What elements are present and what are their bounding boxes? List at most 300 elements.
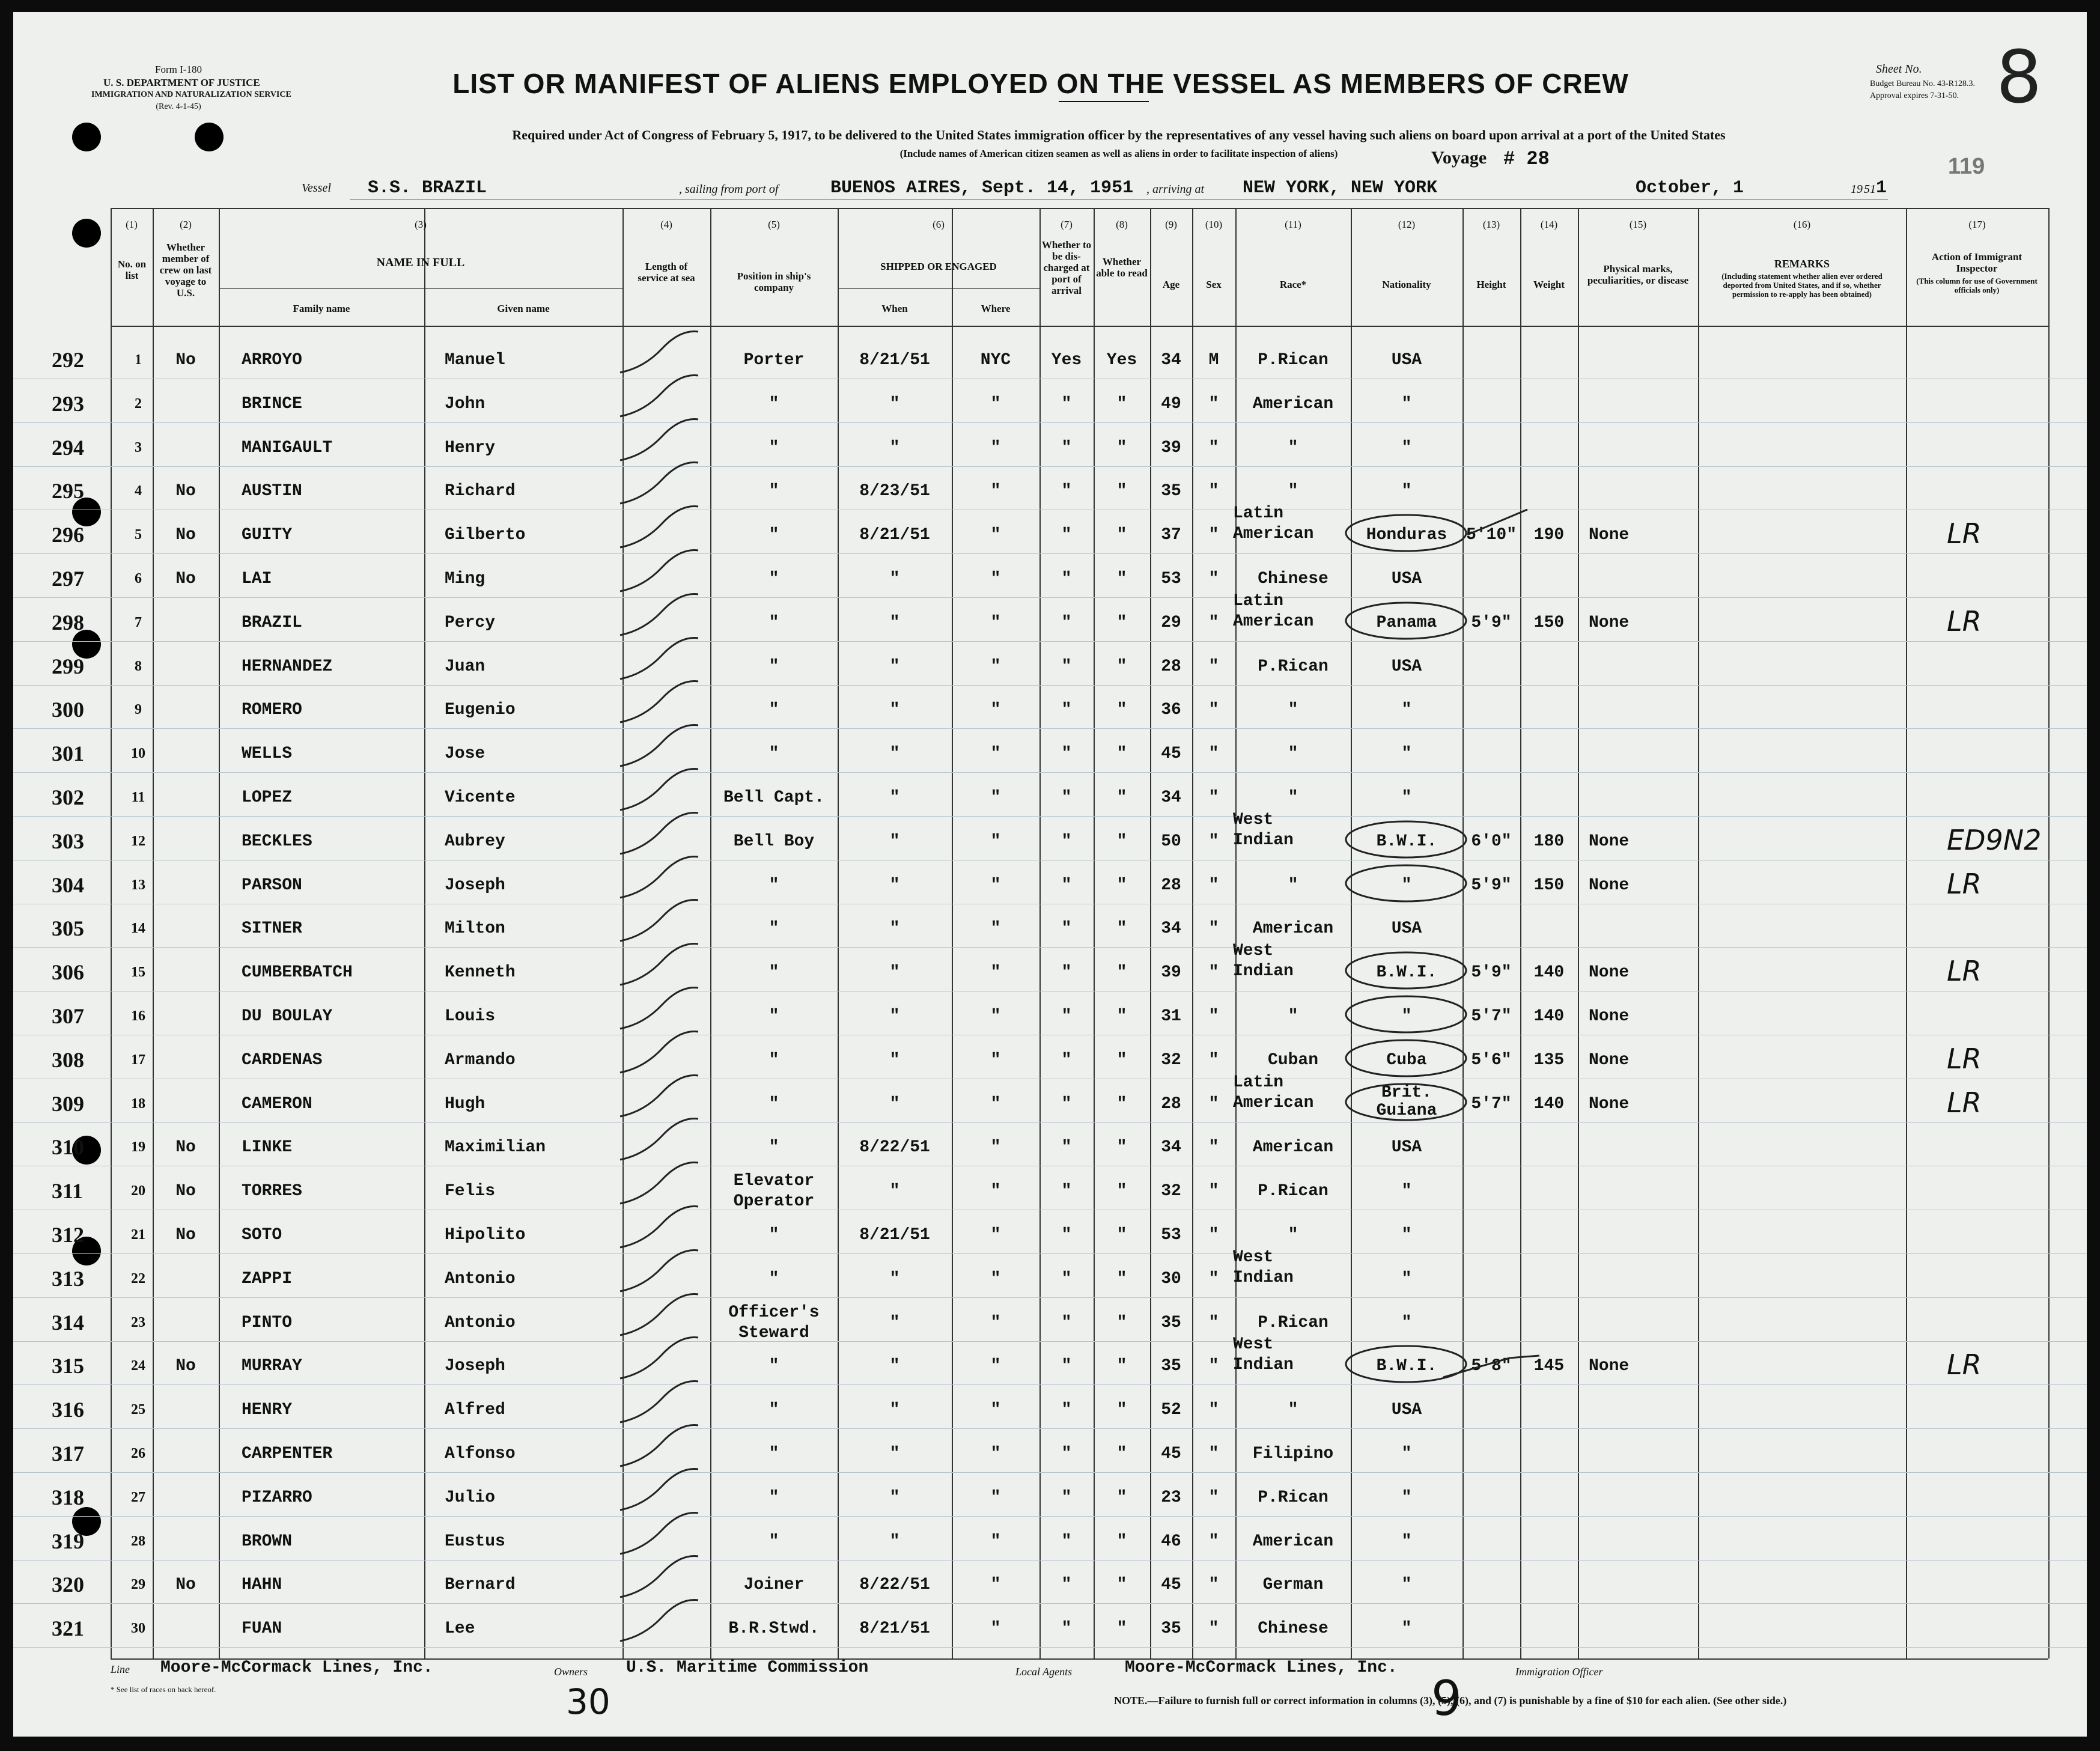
sex: "	[1208, 1357, 1219, 1375]
nationality: Panama	[1376, 614, 1437, 632]
shipped-when: "	[889, 1270, 900, 1288]
shipped-when: "	[889, 745, 900, 763]
race: P.Rican	[1258, 1182, 1328, 1201]
nationality: "	[1401, 1445, 1412, 1463]
inspector-action: LR	[1947, 1086, 1982, 1119]
shipped-when: "	[889, 876, 900, 895]
line-number: 29	[131, 1577, 145, 1592]
pen-stroke	[1467, 510, 1527, 535]
given-name: Jose	[445, 745, 485, 763]
physical-marks: None	[1589, 832, 1630, 851]
discharged: "	[1061, 1488, 1072, 1507]
position: Joiner	[743, 1576, 805, 1594]
race: Latin	[1233, 1073, 1284, 1092]
list-number: 309	[52, 1092, 84, 1116]
able-to-read: "	[1116, 1619, 1127, 1638]
inspector-action: LR	[1947, 1348, 1982, 1381]
list-number: 317	[52, 1442, 84, 1466]
physical-marks: None	[1589, 963, 1630, 982]
shipped-where: "	[990, 1488, 1001, 1507]
shipped-when: "	[889, 395, 900, 413]
able-to-read: "	[1116, 919, 1127, 938]
line-number: 3	[135, 440, 142, 455]
position: "	[768, 439, 779, 457]
shipped-when: 8/22/51	[859, 1138, 930, 1157]
able-to-read: "	[1116, 1532, 1127, 1551]
line-number: 18	[131, 1096, 145, 1112]
able-to-read: "	[1116, 1401, 1127, 1419]
inspector-action: ED9N2	[1947, 824, 2042, 856]
sex: "	[1208, 832, 1219, 851]
race: West	[1233, 942, 1274, 960]
race: Filipino	[1252, 1445, 1334, 1463]
family-name: ARROYO	[242, 351, 302, 370]
position: "	[768, 1007, 779, 1026]
page-title: LIST OR MANIFEST OF ALIENS EMPLOYED ON THE VESSEL AS MEMBERS OF CREW	[452, 68, 1629, 99]
physical-marks: None	[1589, 526, 1630, 544]
nationality: "	[1401, 876, 1412, 895]
sex: M	[1208, 351, 1219, 370]
given-name: Richard	[445, 482, 516, 501]
position: "	[768, 1488, 779, 1507]
vessel-name: S.S. BRAZIL	[368, 178, 487, 198]
given-name: Gilberto	[445, 526, 526, 544]
age: 39	[1161, 963, 1181, 982]
position: Elevator Operator	[733, 1172, 815, 1211]
sex: "	[1208, 1051, 1219, 1070]
shipped-when: "	[889, 1488, 900, 1507]
position: "	[768, 1095, 779, 1113]
race: West	[1233, 1335, 1274, 1354]
able-to-read: "	[1116, 439, 1127, 457]
col4-number: (4)	[660, 219, 672, 230]
family-name: ZAPPI	[242, 1270, 293, 1288]
col3-family-header: Family name	[293, 303, 350, 314]
list-number: 292	[52, 348, 84, 372]
list-number: 320	[52, 1573, 84, 1597]
line-number: 30	[131, 1621, 145, 1636]
age: 35	[1161, 1314, 1181, 1332]
family-name: CUMBERBATCH	[242, 963, 353, 982]
sheet-label: Sheet No.	[1876, 62, 1922, 76]
immigration-officer-label: Immigration Officer	[1515, 1666, 1603, 1678]
nationality: USA	[1391, 1138, 1422, 1157]
race: American	[1252, 1138, 1334, 1157]
shipped-where: "	[990, 1357, 1001, 1375]
physical-marks: None	[1589, 876, 1630, 895]
line-label: Line	[111, 1663, 130, 1675]
height: 5'9"	[1471, 614, 1512, 632]
given-name: John	[445, 395, 485, 413]
height: 5'8"	[1471, 1357, 1512, 1375]
race: West	[1233, 811, 1274, 829]
sex: "	[1208, 919, 1219, 938]
sex: "	[1208, 1445, 1219, 1463]
height: 5'6"	[1471, 1051, 1512, 1070]
physical-marks: None	[1589, 1095, 1630, 1113]
list-number: 302	[52, 785, 84, 809]
line-number: 25	[131, 1402, 145, 1418]
discharged: "	[1061, 395, 1072, 413]
shipped-when: "	[889, 788, 900, 807]
nationality: USA	[1391, 919, 1422, 938]
age: 28	[1161, 657, 1181, 676]
given-name: Antonio	[445, 1270, 516, 1288]
shipped-where: "	[990, 1619, 1001, 1638]
sex: "	[1208, 614, 1219, 632]
age: 23	[1161, 1488, 1181, 1507]
race: "	[1288, 745, 1298, 763]
shipped-when: "	[889, 614, 900, 632]
nationality: B.W.I.	[1376, 1357, 1437, 1375]
prev-voyage: No	[175, 1226, 196, 1244]
nationality: "	[1401, 1270, 1412, 1288]
shipped-where: "	[990, 919, 1001, 938]
prev-voyage: No	[175, 1138, 196, 1157]
line-number: 8	[135, 659, 142, 674]
handwritten-nine: 9	[1431, 1670, 1462, 1726]
given-name: Ming	[445, 570, 485, 588]
list-number: 295	[52, 479, 84, 503]
age: 30	[1161, 1270, 1181, 1288]
discharged: "	[1061, 526, 1072, 544]
race: German	[1262, 1576, 1324, 1594]
prev-voyage: No	[175, 1576, 196, 1594]
line-number: 9	[135, 702, 142, 717]
position: "	[768, 1401, 779, 1419]
age: 39	[1161, 439, 1181, 457]
height: 5'7"	[1471, 1007, 1512, 1026]
position: "	[768, 570, 779, 588]
race: "	[1288, 701, 1298, 719]
arriving-port: NEW YORK, NEW YORK	[1243, 178, 1438, 198]
inspector-action: LR	[1947, 517, 1982, 550]
height: 5'10"	[1465, 526, 1517, 544]
line-number: 6	[135, 571, 142, 586]
position: "	[768, 1357, 779, 1375]
position: "	[768, 963, 779, 982]
list-number: 313	[52, 1267, 84, 1291]
given-name: Milton	[445, 919, 505, 938]
given-name: Juan	[445, 657, 485, 676]
shipped-where: "	[990, 876, 1001, 895]
col6-header: SHIPPED OR ENGAGED	[880, 261, 997, 272]
agents-label: Local Agents	[1015, 1666, 1073, 1678]
position: Bell Boy	[733, 832, 815, 851]
shipped-where: "	[990, 657, 1001, 676]
race: "	[1288, 1007, 1298, 1026]
discharged: "	[1061, 919, 1072, 938]
discharged: "	[1061, 963, 1072, 982]
position: "	[768, 1226, 779, 1244]
family-name: MANIGAULT	[242, 439, 333, 457]
able-to-read: "	[1116, 1445, 1127, 1463]
nationality: "	[1401, 701, 1412, 719]
able-to-read: "	[1116, 788, 1127, 807]
discharged: "	[1061, 1007, 1072, 1026]
position: Bell Capt.	[723, 788, 825, 807]
col17-header: Action of Immigrant Inspector	[1931, 251, 2022, 274]
col7-header: Whether to be dis-charged at port of arrival	[1041, 239, 1092, 296]
line-number: 4	[135, 483, 142, 499]
discharged: "	[1061, 1357, 1072, 1375]
family-name: HERNANDEZ	[242, 657, 333, 676]
shipped-when: "	[889, 1051, 900, 1070]
race: "	[1288, 788, 1298, 807]
list-number: 294	[52, 436, 84, 460]
col13-number: (13)	[1482, 219, 1500, 230]
discharged: "	[1061, 788, 1072, 807]
list-number: 307	[52, 1004, 84, 1028]
age: 53	[1161, 1226, 1181, 1244]
list-number: 297	[52, 567, 84, 591]
family-name: BRINCE	[242, 395, 302, 413]
list-number: 296	[52, 523, 84, 547]
race-line2: Indian	[1233, 1268, 1294, 1287]
race: Cuban	[1267, 1051, 1318, 1070]
race: American	[1252, 1532, 1334, 1551]
family-name: CARDENAS	[242, 1051, 323, 1070]
family-name: PINTO	[242, 1314, 293, 1332]
nationality: "	[1401, 745, 1412, 763]
col10-header: Sex	[1206, 279, 1222, 290]
nationality: Cuba	[1386, 1051, 1427, 1070]
shipped-when: 8/23/51	[859, 482, 930, 501]
col3-number: (3)	[415, 219, 427, 230]
col6-number: (6)	[933, 219, 945, 230]
approval-expiry: Approval expires 7-31-50.	[1870, 91, 1959, 100]
col5-header: Position in ship's company	[737, 270, 811, 293]
height: 6'0"	[1471, 832, 1512, 851]
sex: "	[1208, 526, 1219, 544]
family-name: CARPENTER	[242, 1445, 333, 1463]
given-name: Louis	[445, 1007, 496, 1026]
shipped-when: "	[889, 1532, 900, 1551]
discharged: "	[1061, 1619, 1072, 1638]
prev-voyage: No	[175, 482, 196, 501]
shipped-when: "	[889, 1007, 900, 1026]
race: P.Rican	[1258, 1488, 1328, 1507]
shipped-when: 8/22/51	[859, 1576, 930, 1594]
age: 32	[1161, 1182, 1181, 1201]
shipped-when: "	[889, 919, 900, 938]
line-number: 27	[131, 1490, 145, 1505]
position: "	[768, 1051, 779, 1070]
sailing-port: BUENOS AIRES, Sept. 14, 1951	[830, 178, 1134, 198]
weight: 140	[1533, 1007, 1565, 1026]
weight: 135	[1533, 1051, 1565, 1070]
race: "	[1288, 1401, 1298, 1419]
shipped-when: "	[889, 439, 900, 457]
given-name: Manuel	[445, 351, 505, 370]
age: 45	[1161, 745, 1181, 763]
family-name: LINKE	[242, 1138, 293, 1157]
col11-number: (11)	[1285, 219, 1301, 230]
sex: "	[1208, 1138, 1219, 1157]
nationality: USA	[1391, 1401, 1422, 1419]
vessel-label: Vessel	[302, 181, 331, 195]
race: Chinese	[1258, 570, 1328, 588]
line-number: 14	[131, 921, 145, 936]
discharged: "	[1061, 876, 1072, 895]
race: American	[1252, 395, 1334, 413]
col10-number: (10)	[1205, 219, 1223, 230]
discharged: "	[1061, 439, 1072, 457]
shipped-where: "	[990, 1314, 1001, 1332]
able-to-read: "	[1116, 1270, 1127, 1288]
line-number: 23	[131, 1315, 145, 1330]
discharged: "	[1061, 482, 1072, 501]
shipped-when: "	[889, 963, 900, 982]
able-to-read: "	[1116, 1226, 1127, 1244]
sex: "	[1208, 1619, 1219, 1638]
discharged: "	[1061, 745, 1072, 763]
family-name: LOPEZ	[242, 788, 293, 807]
list-number: 318	[52, 1485, 84, 1509]
position: "	[768, 701, 779, 719]
age: 45	[1161, 1576, 1181, 1594]
position: "	[768, 395, 779, 413]
shipped-where: "	[990, 395, 1001, 413]
col14-number: (14)	[1540, 219, 1558, 230]
age: 53	[1161, 570, 1181, 588]
list-number: 303	[52, 829, 84, 853]
nationality: USA	[1391, 570, 1422, 588]
age: 34	[1161, 919, 1181, 938]
races-note: * See list of races on back hereof.	[111, 1685, 216, 1694]
inspector-action: LR	[1947, 955, 1982, 987]
position: "	[768, 1532, 779, 1551]
age: 50	[1161, 832, 1181, 851]
able-to-read: "	[1116, 832, 1127, 851]
able-to-read: "	[1116, 1488, 1127, 1507]
age: 28	[1161, 876, 1181, 895]
sex: "	[1208, 788, 1219, 807]
sex: "	[1208, 1314, 1219, 1332]
arrival-date: October, 1	[1636, 178, 1744, 198]
col1-number: (1)	[126, 219, 138, 230]
shipped-when: "	[889, 1445, 900, 1463]
given-name: Vicente	[445, 788, 516, 807]
able-to-read: "	[1116, 526, 1127, 544]
shipped-where: "	[990, 570, 1001, 588]
position: Porter	[743, 351, 805, 370]
family-name: PIZARRO	[242, 1488, 312, 1507]
discharged: "	[1061, 1226, 1072, 1244]
nationality: USA	[1391, 351, 1422, 370]
line-number: 12	[131, 833, 145, 849]
line-number: 16	[131, 1008, 145, 1024]
discharged: "	[1061, 701, 1072, 719]
position: "	[768, 919, 779, 938]
shipped-when: 8/21/51	[859, 1619, 930, 1638]
shipped-where: "	[990, 1445, 1001, 1463]
pen-marks-layer	[13, 12, 2087, 1737]
list-number: 298	[52, 611, 84, 635]
age: 35	[1161, 1619, 1181, 1638]
family-name: FUAN	[242, 1619, 282, 1638]
col12-header: Nationality	[1382, 279, 1431, 290]
col3-header: NAME IN FULL	[376, 256, 465, 269]
line-number: 1	[135, 352, 142, 368]
family-name: BECKLES	[242, 832, 312, 851]
col16-note: (Including statement whether alien ever ordered deported from United States, and if so, whether permission to re-apply has been obtained)	[1721, 272, 1882, 299]
sex: "	[1208, 963, 1219, 982]
able-to-read: "	[1116, 570, 1127, 588]
race: West	[1233, 1248, 1274, 1267]
sex: "	[1208, 1182, 1219, 1201]
race-line2: American	[1233, 612, 1314, 631]
able-to-read: "	[1116, 876, 1127, 895]
position: "	[768, 482, 779, 501]
col8-header: Whether able to read	[1096, 256, 1148, 279]
age: 36	[1161, 701, 1181, 719]
col2-number: (2)	[180, 219, 192, 230]
line-number: 10	[131, 746, 145, 761]
race: "	[1288, 876, 1298, 895]
family-name: AUSTIN	[242, 482, 302, 501]
given-name: Lee	[445, 1619, 475, 1638]
shipped-when: "	[889, 570, 900, 588]
col8-number: (8)	[1116, 219, 1128, 230]
line-number: 22	[131, 1271, 145, 1287]
shipped-where: "	[990, 701, 1001, 719]
list-number: 304	[52, 873, 84, 897]
list-number: 312	[52, 1223, 84, 1247]
col12-number: (12)	[1398, 219, 1416, 230]
given-name: Alfonso	[445, 1445, 516, 1463]
given-name: Maximilian	[445, 1138, 546, 1157]
able-to-read: "	[1116, 614, 1127, 632]
prev-voyage: No	[175, 570, 196, 588]
position: B.R.Stwd.	[728, 1619, 820, 1638]
line-number: 7	[135, 615, 142, 630]
shipped-where: "	[990, 963, 1001, 982]
list-number: 299	[52, 654, 84, 678]
family-name: MURRAY	[242, 1357, 302, 1375]
service: IMMIGRATION AND NATURALIZATION SERVICE	[91, 90, 291, 99]
shipped-where: "	[990, 1095, 1001, 1113]
family-name: PARSON	[242, 876, 302, 895]
shipped-when: "	[889, 657, 900, 676]
given-name: Eustus	[445, 1532, 505, 1551]
discharged: Yes	[1051, 351, 1082, 370]
shipped-where: "	[990, 832, 1001, 851]
col11-header: Race*	[1279, 279, 1307, 290]
discharged: "	[1061, 1051, 1072, 1070]
family-name: DU BOULAY	[242, 1007, 333, 1026]
family-name: SITNER	[242, 919, 302, 938]
shipped-when: "	[889, 1314, 900, 1332]
col5-number: (5)	[768, 219, 780, 230]
line-number: 24	[131, 1358, 145, 1374]
nationality: "	[1401, 1226, 1412, 1244]
line-number: 13	[131, 877, 145, 893]
discharged: "	[1061, 657, 1072, 676]
line-number: 15	[131, 964, 145, 980]
line-number: 2	[135, 396, 142, 412]
given-name: Bernard	[445, 1576, 516, 1594]
shipped-where: NYC	[980, 351, 1011, 370]
race: P.Rican	[1258, 1314, 1328, 1332]
given-name: Joseph	[445, 1357, 505, 1375]
race: P.Rican	[1258, 351, 1328, 370]
race: "	[1288, 1226, 1298, 1244]
shipped-when: 8/21/51	[859, 351, 930, 370]
able-to-read: Yes	[1106, 351, 1137, 370]
given-name: Joseph	[445, 876, 505, 895]
revision: (Rev. 4-1-45)	[156, 102, 201, 111]
